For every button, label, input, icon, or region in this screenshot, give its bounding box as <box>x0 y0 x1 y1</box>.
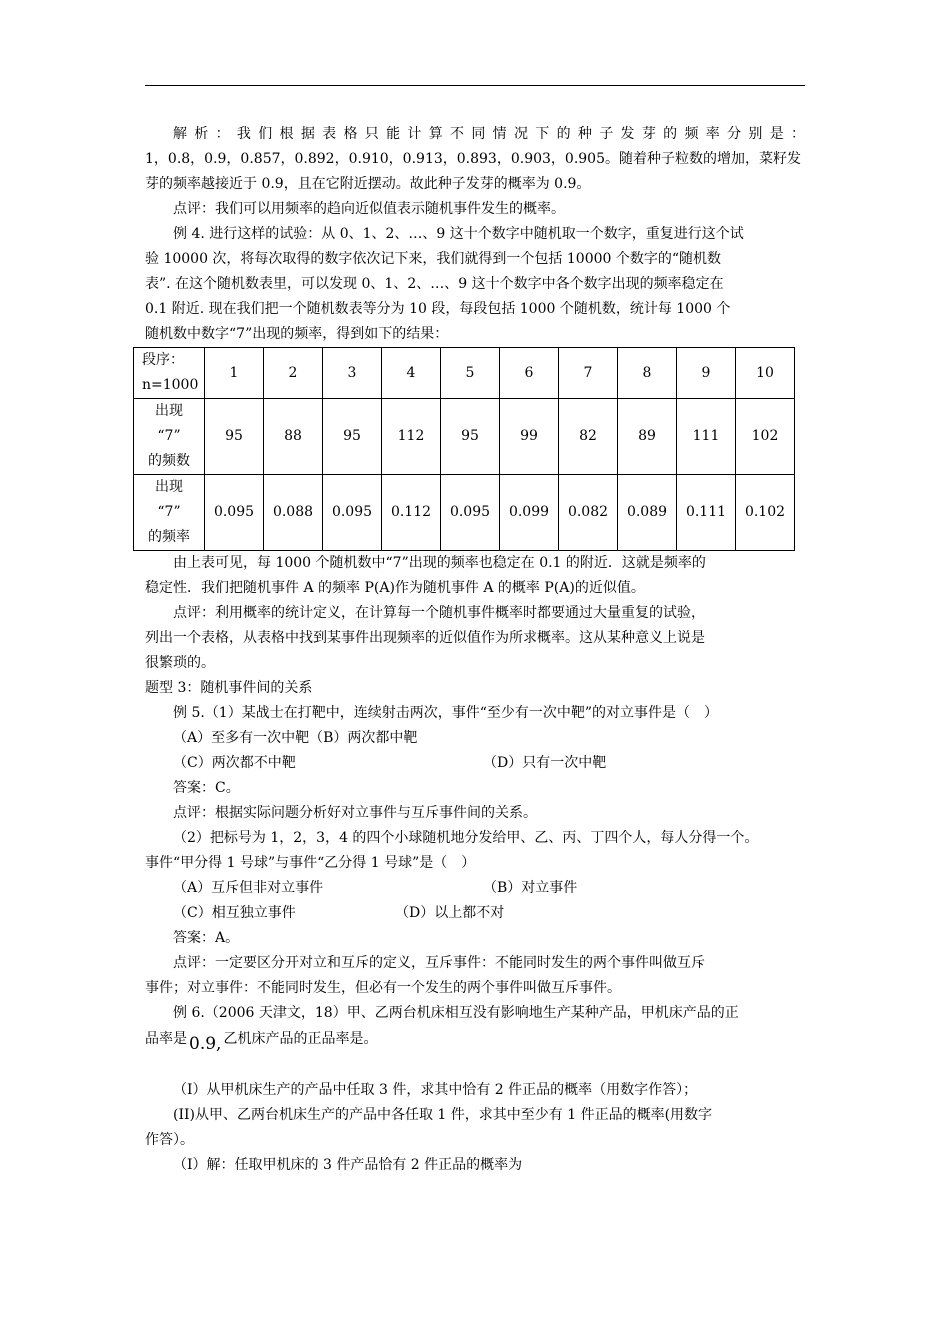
table-header-cell: 出现 “7” 的频率 <box>134 475 205 551</box>
example-5-question: 例 5.（1）某战士在打靶中，连续射击两次，事件“至少有一次中靶”的对立事件是（ ） <box>173 705 719 721</box>
math-expression: 0.9, <box>189 1034 222 1054</box>
example-5-options-row <box>145 901 805 926</box>
table-cell: 0.102 <box>736 475 795 551</box>
table-cell: 6 <box>500 348 559 399</box>
example-5-option: （D）只有一次中靶 <box>483 755 607 771</box>
table-cell: 95 <box>205 399 264 475</box>
example-6-question: （I）从甲机床生产的产品中任取 3 件，求其中恰有 2 件正品的概率（用数字作答）； <box>173 1082 698 1098</box>
example-5-option: （C）两次都不中靶 <box>173 755 296 771</box>
spacer <box>145 1052 805 1078</box>
table-cell: 0.112 <box>382 475 441 551</box>
comment-line: 点评：一定要区分开对立和互斥的定义，互斥事件：不能同时发生的两个事件叫做互斥 <box>173 955 705 971</box>
table-cell: 0.095 <box>205 475 264 551</box>
answer-line: 答案：C。 <box>173 780 240 796</box>
comment-line: 点评：根据实际问题分析好对立事件与互斥事件间的关系。 <box>173 805 537 821</box>
example-4-line: 随机数中数字“7”出现的频率，得到如下的结果： <box>145 326 449 342</box>
comment-line: 事件；对立事件：不能同时发生，但必有一个发生的两个事件叫做互斥事件。 <box>145 980 621 996</box>
conclusion-line: 由上表可见，每 1000 个随机数中“7”出现的频率也稳定在 0.1 的附近．这就是频率的 <box>173 555 706 571</box>
section-heading: 题型 3：随机事件间的关系 <box>145 680 313 696</box>
table-cell: 8 <box>618 348 677 399</box>
table-cell: 82 <box>559 399 618 475</box>
table-cell: 10 <box>736 348 795 399</box>
analysis-line: 解析：我们根据表格只能计算不同情况下的种子发芽的频率分别是： <box>173 126 805 142</box>
example-5-option: （B）对立事件 <box>483 880 578 896</box>
header-rule <box>145 85 805 86</box>
table-cell: 0.088 <box>264 475 323 551</box>
example-5-question: （2）把标号为 1，2，3，4 的四个小球随机地分发给甲、乙、丙、丁四个人，每人分得一个。 <box>173 830 759 846</box>
table-header-cell: 段序： n=1000 <box>134 348 205 399</box>
analysis-line: 芽的频率越接近于 0.9，且在它附近摆动。故此种子发芽的概率为 0.9。 <box>145 176 591 192</box>
analysis-line: 1，0.8，0.9，0.857，0.892，0.910，0.913，0.893，0.903，0.905。随着种子粒数的增加，菜籽发 <box>145 151 801 167</box>
table-cell: 5 <box>441 348 500 399</box>
example-4-line: 0.1 附近. 现在我们把一个随机数表等分为 10 段，每段包括 1000 个随机数，统计每 1000 个 <box>145 301 731 317</box>
frequency-table <box>133 347 795 551</box>
example-5-question: 事件“甲分得 1 号球”与事件“乙分得 1 号球”是（ ） <box>145 855 476 871</box>
table-row-frequencies <box>134 475 795 551</box>
example-5-option: （C）相互独立事件 <box>173 905 296 921</box>
table-cell: 7 <box>559 348 618 399</box>
example-5-option: （A）至多有一次中靶（B）两次都中靶 <box>173 730 418 746</box>
solution-line: （I）解：任取甲机床的 3 件产品恰有 2 件正品的概率为 <box>173 1157 523 1173</box>
example-4-line: 验 10000 次，将每次取得的数字依次记下来，我们就得到一个包括 10000 个数字的“随机数 <box>145 251 722 267</box>
table-cell: 99 <box>500 399 559 475</box>
example-5-option: （D）以上都不对 <box>395 905 505 921</box>
table-cell: 0.089 <box>618 475 677 551</box>
table-cell: 0.095 <box>323 475 382 551</box>
answer-line: 答案：A。 <box>173 930 240 946</box>
table-row-segments <box>134 348 795 399</box>
table-cell: 111 <box>677 399 736 475</box>
table-cell: 4 <box>382 348 441 399</box>
table-cell: 0.095 <box>441 475 500 551</box>
example-4-line: 例 4. 进行这样的试验：从 0、1、2、…、9 这十个数字中随机取一个数字，重复进行这个试 <box>173 226 744 242</box>
table-row-counts <box>134 399 795 475</box>
conclusion-line: 稳定性．我们把随机事件 A 的频率 P(A)作为随机事件 A 的概率 P(A)的近似值。 <box>145 580 645 596</box>
table-cell: 95 <box>441 399 500 475</box>
table-cell: 1 <box>205 348 264 399</box>
example-5-options-row <box>145 876 805 901</box>
comment-line: 列出一个表格，从表格中找到某事件出现频率的近似值作为所求概率。这从某种意义上说是 <box>145 630 705 646</box>
table-cell: 2 <box>264 348 323 399</box>
example-5-options-row <box>145 751 805 776</box>
table-cell: 95 <box>323 399 382 475</box>
table-cell: 3 <box>323 348 382 399</box>
example-5-option: （A）互斥但非对立事件 <box>173 880 324 896</box>
example-6-line: 品率是 0.9, 乙机床产品的正品率是。 <box>145 1031 378 1054</box>
table-cell: 102 <box>736 399 795 475</box>
example-6-line: 例 6.（2006 天津文，18）甲、乙两台机床相互没有影响地生产某种产品，甲机床产品的正 <box>173 1005 739 1021</box>
table-cell: 0.099 <box>500 475 559 551</box>
table-cell: 112 <box>382 399 441 475</box>
document-body <box>142 122 805 1178</box>
comment-line: 点评：利用概率的统计定义，在计算每一个随机事件概率时都要通过大量重复的试验， <box>173 605 705 621</box>
example-6-question: 作答）。 <box>145 1132 194 1148</box>
comment-paragraph: 点评：我们可以用频率的趋向近似值表示随机事件发生的概率。 <box>173 201 565 217</box>
example-6-question: (II)从甲、乙两台机床生产的产品中各任取 1 件，求其中至少有 1 件正品的概率(用数字 <box>173 1107 713 1123</box>
table-cell: 88 <box>264 399 323 475</box>
table-cell: 89 <box>618 399 677 475</box>
comment-line: 很繁琐的。 <box>145 655 215 671</box>
table-cell: 9 <box>677 348 736 399</box>
example-4-line: 表”. 在这个随机数表里，可以发现 0、1、2、…、9 这十个数字中各个数字出现的频率稳定在 <box>145 276 724 292</box>
table-cell: 0.111 <box>677 475 736 551</box>
table-header-cell: 出现 “7” 的频数 <box>134 399 205 475</box>
table-cell: 0.082 <box>559 475 618 551</box>
